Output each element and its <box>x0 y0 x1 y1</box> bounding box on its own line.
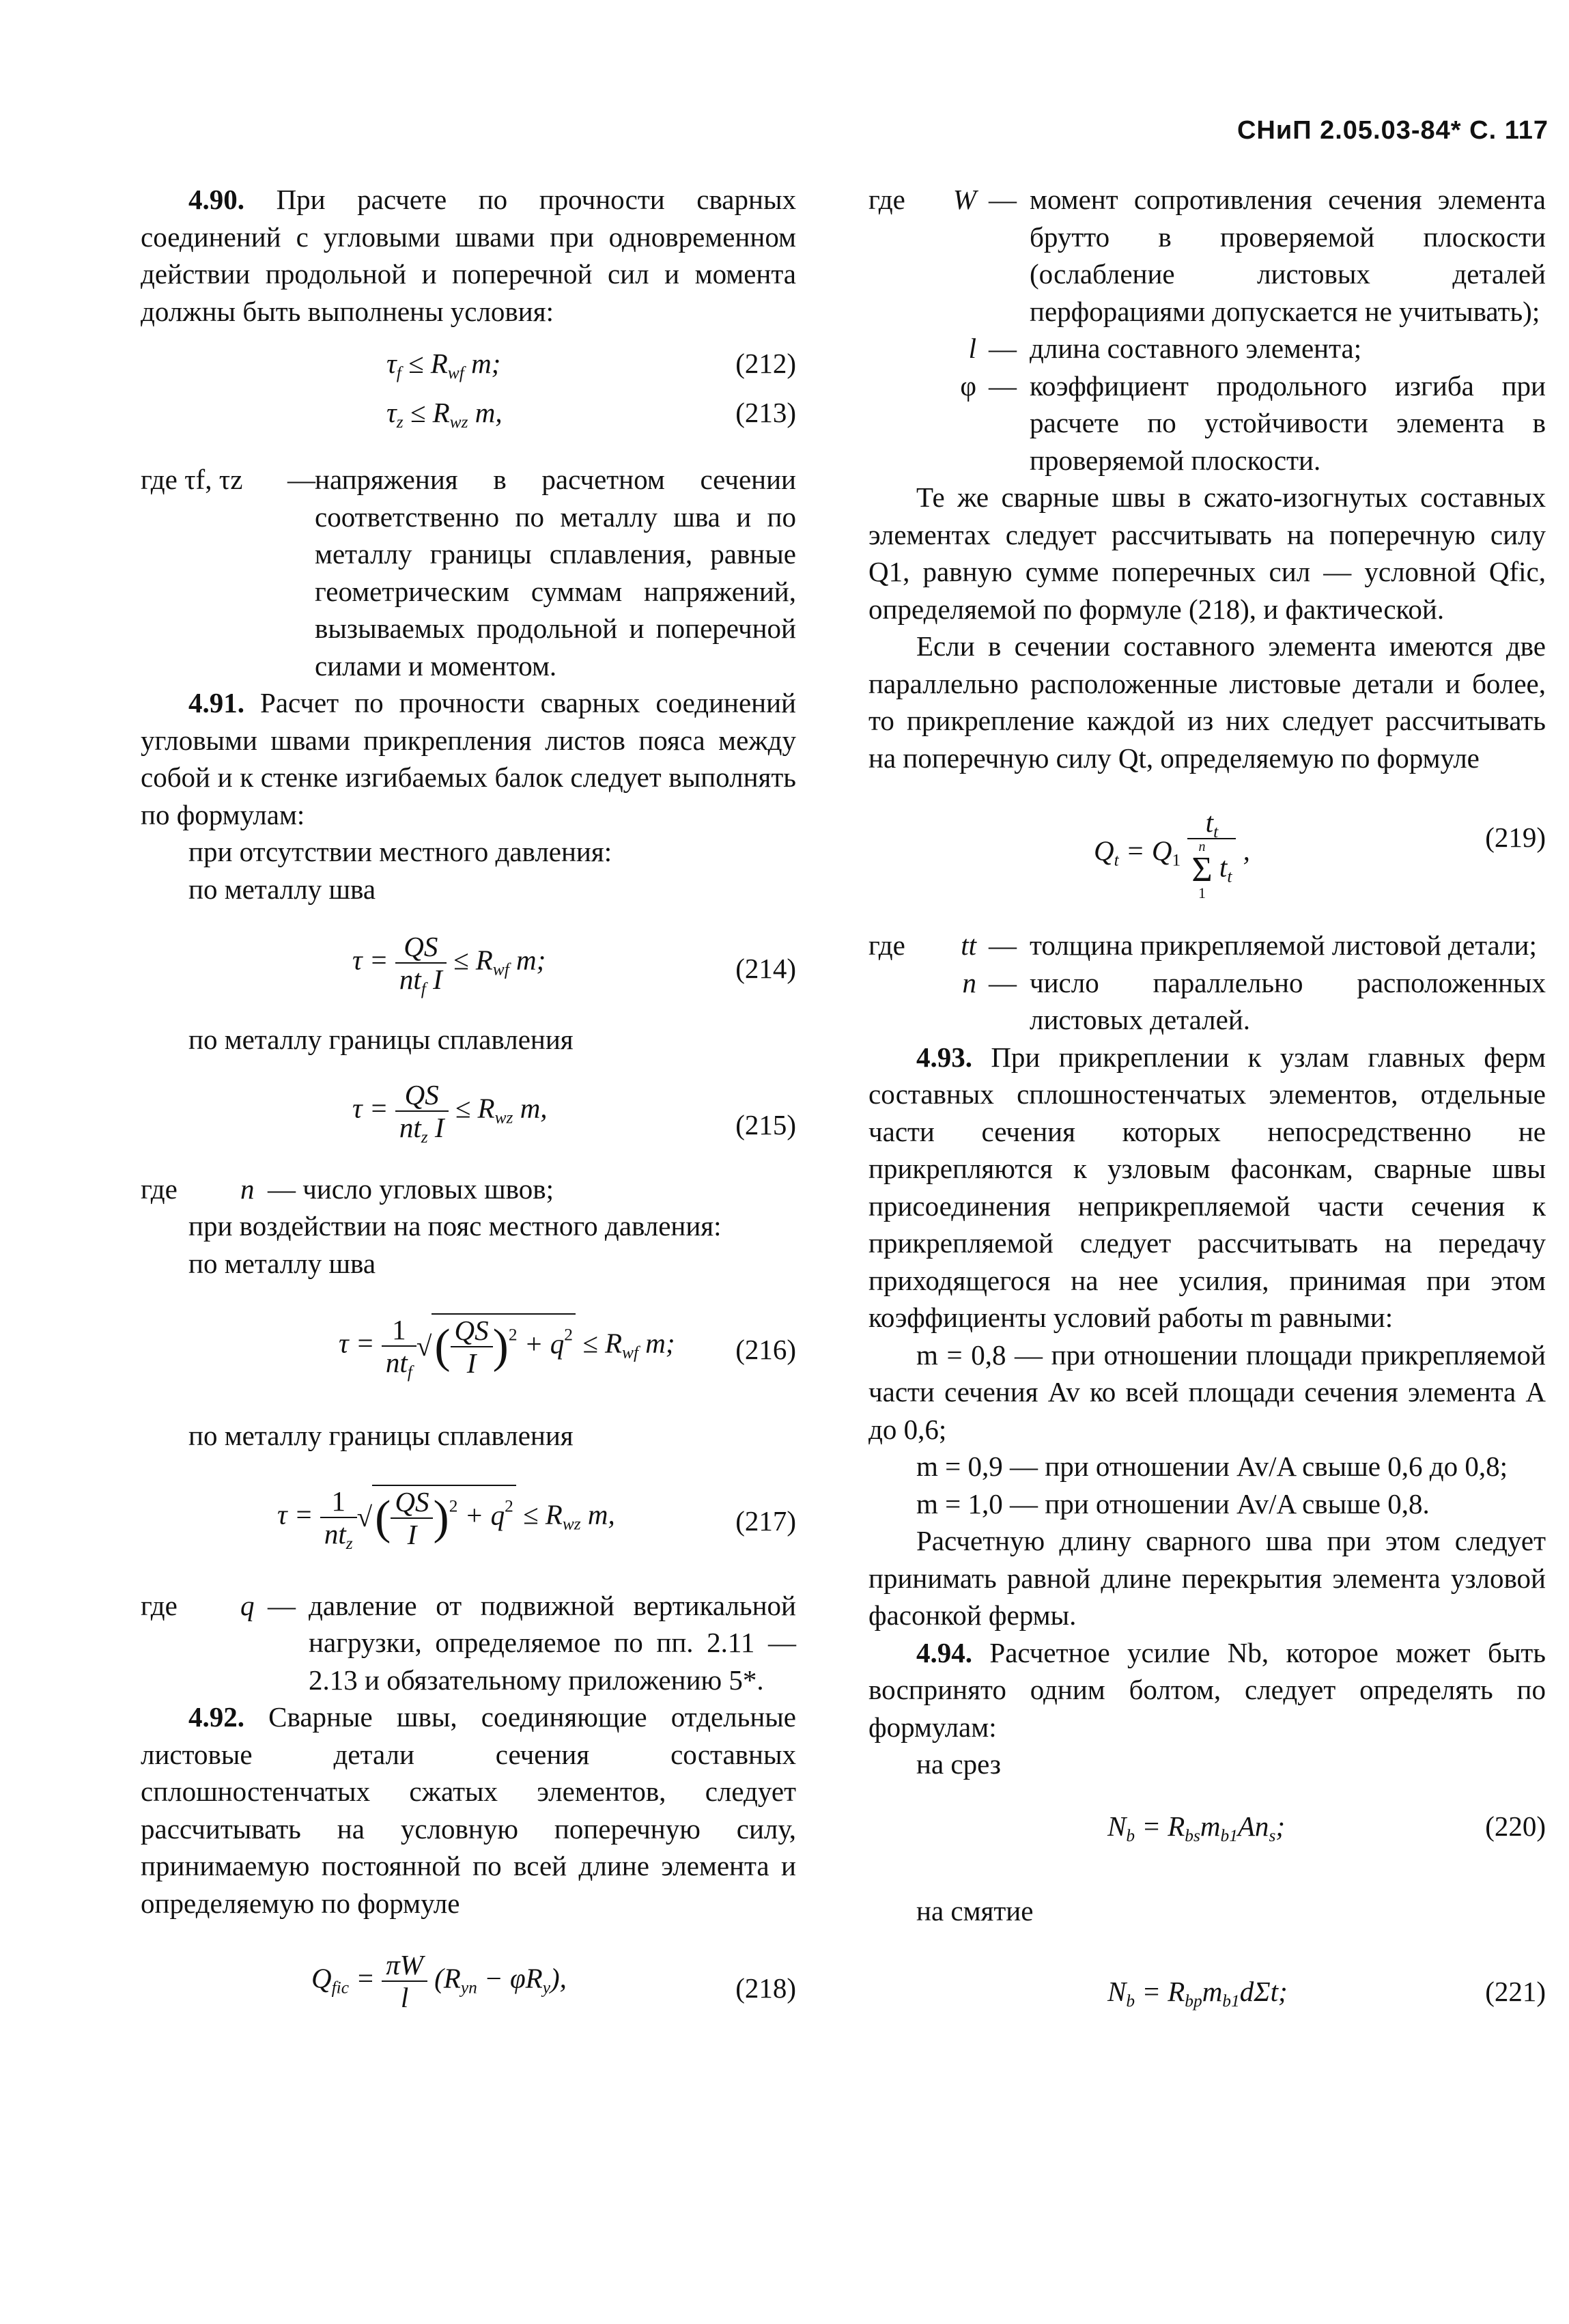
legend-where: где <box>868 184 905 215</box>
formula-212 <box>141 342 796 384</box>
formula-217-body: τ = $\frac{1}{nt_z}$ √( $\frac{QS}{I}$ )$^2 + q^2 \le R_{wz}$ m, <box>277 1485 615 1553</box>
formula-216-body: τ = $\frac{1}{nt_f}$ √( $\frac{QS}{I}$ )$^2 + q^2 \le R_{wf}$ m; <box>339 1314 675 1382</box>
legend-l <box>868 330 1546 367</box>
formula-220 <box>868 1805 1546 1847</box>
legend-text: толщина прикрепляемой листовой детали; <box>1030 929 1537 961</box>
subhead-shear: на срез <box>916 1748 1001 1780</box>
legend-dash: — <box>287 464 315 495</box>
subhead-local-pressure: при воздействии на пояс местного давления: <box>188 1210 722 1242</box>
legend-where: где <box>141 1589 178 1621</box>
legend-dash: — <box>989 966 1017 998</box>
legend-tau <box>141 461 796 684</box>
formula-number: (215) <box>735 1108 796 1140</box>
legend-symbol: W <box>952 184 976 215</box>
formula-220-body: $N_b = R_{bs}m_{b1}An_s$; <box>1107 1810 1285 1845</box>
clause-number: 4.94. <box>916 1636 972 1668</box>
legend-text: число параллельно расположенных листовых деталей. <box>1030 966 1546 1035</box>
legend-text: момент сопротивления сечения элемента брутто в проверяемой плоскости (ослабление листовых деталей перфорациями допускается не учитывать); <box>1030 184 1546 327</box>
legend-t <box>868 927 1546 964</box>
legend-symbol: tt <box>961 929 976 961</box>
formula-215-body: τ = $\frac{QS}{nt_z I}$ ≤ $R_{wz}$ m, <box>352 1078 548 1147</box>
legend-text: коэффициент продольного изгиба при расчете по устойчивости элемента в проверяемой плоскости. <box>1030 369 1546 476</box>
clause-4-94 <box>868 1634 1546 1746</box>
legend-where: где <box>868 929 905 961</box>
subhead-no-local-pressure: при отсутствии местного давления: <box>188 836 612 867</box>
formula-214-body: τ = $\frac{QS}{nt_f I}$ ≤ $R_{wf}$ m; <box>352 931 546 999</box>
running-header: СНиП 2.05.03-84* С. 117 <box>1236 116 1549 145</box>
formula-212-body: $\tau_f \le R_{wf}$ m; <box>386 348 501 383</box>
legend-symbol: q <box>240 1589 255 1621</box>
formula-number: (219) <box>1485 822 1546 853</box>
clause-text: При прикреплении к узлам главных ферм составных сплошностенчатых элементов, отдельные части сечения которых непосредственно не прикрепляются к узловым фасонкам, сварные швы присоединения неприкрепляемой части сечения к прикрепляемой следует рассчитывать на передачу приходящегося на нее усилия, принимая при этом коэффициенты условий работы m равными: <box>868 1041 1546 1333</box>
legend-dash: — <box>989 929 1017 961</box>
clause-text: Сварные швы, соединяющие отдельные листовые детали сечения составных сплошностенчатых сжатых элементов, следует рассчитывать на условную поперечную силу, принимаемую постоянной по всей длине элемента и определяемую по формуле <box>141 1701 796 1919</box>
legend-symbol: n <box>962 966 976 998</box>
clause-number: 4.90. <box>188 184 244 215</box>
legend-q <box>141 1587 796 1699</box>
clause-4-92 <box>141 1698 796 1922</box>
formula-213 <box>141 391 796 434</box>
clause-text: Расчет по прочности сварных соединений угловыми швами прикрепления листов пояса между собой и к стенке изгибаемых балок следует выполнять по формулам: <box>141 687 797 830</box>
legend-dash: — <box>268 1589 296 1621</box>
formula-number: (212) <box>735 348 796 379</box>
legend-where: где <box>141 1173 178 1205</box>
coefficient-m-09: m = 0,9 — при отношении Av/A свыше 0,6 до 0,8; <box>916 1451 1508 1482</box>
legend-W <box>868 181 1546 330</box>
formula-219 <box>868 801 1546 910</box>
formula-number: (213) <box>735 397 796 428</box>
right-column <box>868 181 1546 2013</box>
formula-216 <box>141 1300 796 1401</box>
legend-symbol: φ <box>960 369 976 402</box>
paragraph-parallel-plates: Если в сечении составного элемента имеются две параллельно расположенные листовые детали и более, то прикрепление каждой из них следует рассчитывать на поперечную силу Qt, определяемую по формуле <box>868 630 1546 774</box>
formula-221 <box>868 1970 1546 2013</box>
formula-215 <box>141 1072 796 1157</box>
formula-number: (218) <box>735 1972 796 2004</box>
coefficient-m-10: m = 1,0 — при отношении Av/A свыше 0,8. <box>916 1487 1430 1520</box>
paragraph-same-welds: Те же сварные швы в сжато-изогнутых составных элементах следует рассчитывать на поперечную силу Q1, равную сумме поперечных сил — условной Qfic, определяемой по формуле (218), и фактической. <box>868 481 1546 625</box>
formula-218 <box>141 1942 796 2027</box>
legend-dash: — <box>989 333 1017 364</box>
formula-number: (220) <box>1485 1810 1546 1842</box>
formula-221-body: $N_b = R_{bp}m_{b1}d\Sigma t$; <box>1107 1976 1288 2011</box>
legend-text: напряжения в расчетном сечении соответственно по металлу шва и по металлу границы сплавления, равные геометрическим суммам напряжений, вызываемых продольной и поперечной силами и моментом. <box>315 464 796 682</box>
legend-symbol: l <box>968 333 976 364</box>
clause-number: 4.91. <box>188 687 244 718</box>
subhead-weld-metal: по металлу шва <box>188 873 376 905</box>
formula-217 <box>141 1471 796 1572</box>
paragraph-weld-length: Расчетную длину сварного шва при этом следует принимать равной длине перекрытия элемента узловой фасонкой фермы. <box>868 1525 1546 1631</box>
legend-n <box>141 1171 796 1208</box>
formula-219-body: $Q_t = Q_1$ $t_t$ n Σ 1 $t_t$ , <box>1094 807 1250 901</box>
legend-symbol: n <box>240 1173 255 1205</box>
clause-4-93 <box>868 1039 1546 1336</box>
legend-text: длина составного элемента; <box>1030 333 1362 364</box>
coefficient-m-08: m = 0,8 — при отношении площади прикрепляемой части сечения Av ко всей площади сечения элемента A до 0,6; <box>868 1339 1546 1445</box>
legend-n-right <box>868 964 1546 1039</box>
left-column <box>141 181 796 2027</box>
subhead-fusion-boundary-2: по металлу границы сплавления <box>188 1420 574 1451</box>
formula-213-body: $\tau_z \le R_{wz}$ m, <box>386 397 503 432</box>
formula-number: (217) <box>735 1504 796 1537</box>
formula-218-body: $Q_{fic}$ = $\frac{\pi W}{l}$ $(R_{yn} - \varphi R_y)$, <box>311 1949 567 2013</box>
legend-text: давление от подвижной вертикальной нагрузки, определяемое по пп. 2.11 — 2.13 и обязательному приложению 5*. <box>309 1589 796 1696</box>
subhead-weld-metal-2: по металлу шва <box>188 1247 376 1279</box>
subhead-fusion-boundary: по металлу границы сплавления <box>188 1024 574 1055</box>
clause-number: 4.93. <box>916 1041 972 1073</box>
formula-number: (214) <box>735 953 796 984</box>
clause-number: 4.92. <box>188 1701 244 1733</box>
clause-4-90 <box>141 181 796 330</box>
legend-dash: — <box>989 369 1017 402</box>
clause-text: Расчетное усилие Nb, которое может быть воспринято одним болтом, следует определять по формулам: <box>868 1636 1546 1743</box>
subhead-bearing: на смятие <box>916 1894 1034 1927</box>
formula-214 <box>141 921 796 1006</box>
formula-number: (221) <box>1485 1976 1546 2007</box>
legend-phi <box>868 367 1546 479</box>
clause-4-91 <box>141 684 796 833</box>
legend-text: — число угловых швов; <box>268 1173 554 1205</box>
clause-text: При расчете по прочности сварных соединений с угловыми швами при одновременном действии продольной и поперечной сил и момента должны быть выполнены условия: <box>141 184 796 327</box>
legend-dash: — <box>989 184 1017 215</box>
legend-symbol: где τf, τz <box>141 464 243 495</box>
formula-number: (216) <box>735 1334 796 1365</box>
